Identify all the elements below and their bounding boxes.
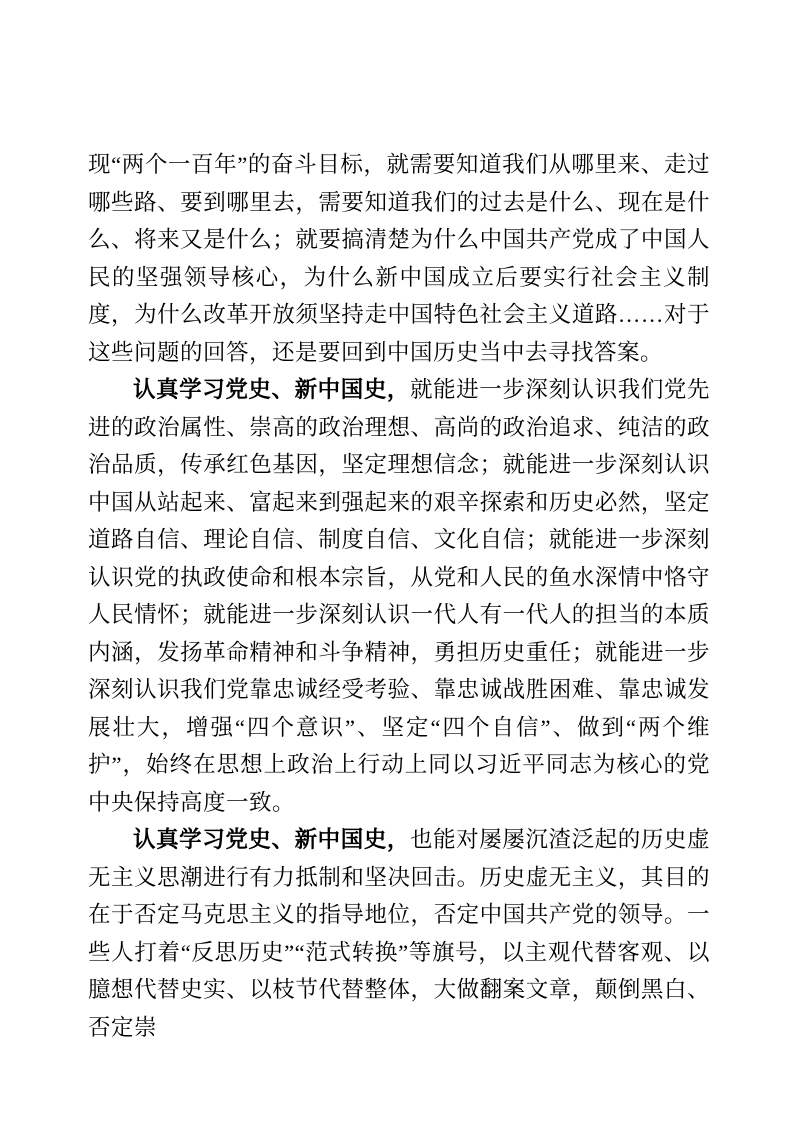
paragraph-text: 现“两个一百年”的奋斗目标，就需要知道我们从哪里来、走过哪些路、要到哪里去，需要知道我们的过去是什么、现在是什么、将来又是什么；就要搞清楚为什么中国共产党成了中国人民的坚强领导核心，为什么新中国成立后要实行社会主义制度，为什么改革开放须坚持走中国特色社会主义道路……对于这些问题的回答，还是要回到中国历史当中去寻找答案。 [88, 152, 710, 365]
paragraph [88, 146, 710, 371]
paragraph [88, 821, 710, 1046]
page-body [88, 146, 710, 1046]
paragraph-lead-bold: 认真学习党史、新中国史， [133, 827, 410, 852]
paragraph-text: 就能进一步深刻认识我们党先进的政治属性、崇高的政治理想、高尚的政治追求、纯洁的政治品质，传承红色基因，坚定理想信念；就能进一步深刻认识中国从站起来、富起来到强起来的艰辛探索和历史必然，坚定道路自信、理论自信、制度自信、文化自信；就能进一步深刻认识党的执政使命和根本宗旨，从党和人民的鱼水深情中恪守人民情怀；就能进一步深刻认识一代人有一代人的担当的本质内涵，发扬革命精神和斗争精神，勇担历史重任；就能进一步深刻认识我们党靠忠诚经受考验、靠忠诚战胜困难、靠忠诚发展壮大，增强“四个意识”、坚定“四个自信”、做到“两个维护”，始终在思想上政治上行动上同以习近平同志为核心的党中央保持高度一致。 [88, 377, 710, 815]
paragraph [88, 371, 710, 821]
paragraph-text: 也能对屡屡沉渣泛起的历史虚无主义思潮进行有力抵制和坚决回击。历史虚无主义，其目的在于否定马克思主义的指导地位，否定中国共产党的领导。一些人打着“反思历史”“范式转换”等旗号，以主观代替客观、以臆想代替史实、以枝节代替整体，大做翻案文章，颠倒黑白、否定崇 [88, 827, 710, 1040]
paragraph-lead-bold: 认真学习党史、新中国史， [133, 377, 410, 402]
